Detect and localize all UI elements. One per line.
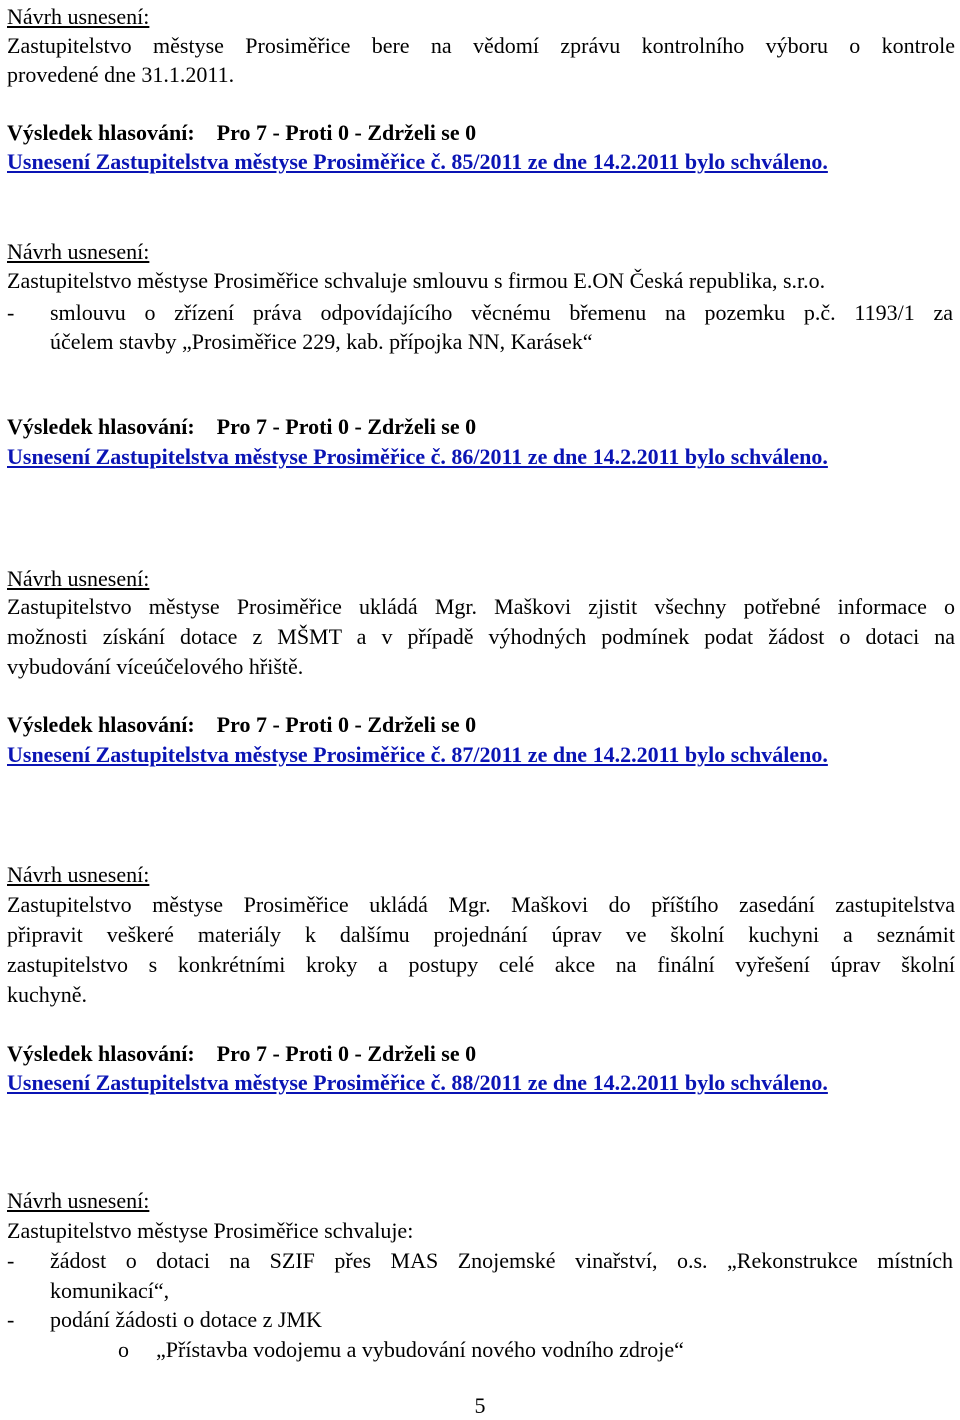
section-title: Návrh usnesení: [7,862,150,887]
vote-zdrzeli: Zdrželi se 0 [367,414,477,439]
vote-dash: - [272,414,280,439]
vote-zdrzeli: Zdrželi se 0 [367,712,477,737]
vote-dash: - [354,1041,362,1066]
list-item-line: podání žádosti o dotace z JMK [50,1307,322,1332]
body-line: Zastupitelstvo městyse Prosiměřice bere na vědomí zprávu kontrolního výboru o kontrole [7,33,955,58]
body-line: Zastupitelstvo městyse Prosiměřice schvaluje smlouvu s firmou E.ON Česká republika, s.r.o. [7,268,826,293]
section-title: Návrh usnesení: [7,1188,150,1213]
body-line: Zastupitelstvo městyse Prosiměřice ukládá Mgr. Maškovi zjistit všechny potřebné informace o [7,594,955,619]
list-item-line: „Přístavba vodojemu a vybudování nového vodního zdroje“ [156,1337,684,1362]
vote-zdrzeli: Zdrželi se 0 [367,1041,477,1066]
list-item-line: žádost o dotaci na SZIF přes MAS Znojemské vinařství, o.s. „Rekonstrukce místních [50,1248,953,1273]
body-line: zastupitelstvo s konkrétními kroky a postupy celé akce na finální vyřešení úprav školní [7,952,955,977]
resolution-result: Usnesení Zastupitelstva městyse Prosiměřice č. 87/2011 ze dne 14.2.2011 bylo schváleno. [7,742,828,767]
vote-proti: Proti 0 [285,120,350,145]
resolution-result: Usnesení Zastupitelstva městyse Prosiměřice č. 85/2011 ze dne 14.2.2011 bylo schváleno. [7,149,828,174]
vote-label: Výsledek hlasování: [7,120,195,145]
vote-proti: Proti 0 [285,712,350,737]
vote-proti: Proti 0 [285,414,350,439]
list-item-line: komunikací“, [50,1278,170,1303]
vote-dash: - [272,120,280,145]
list-item-line: účelem stavby „Prosiměřice 229, kab. přípojka NN, Karásek“ [50,329,593,354]
vote-pro: Pro 7 [216,712,267,737]
vote-result-line [7,1039,476,1068]
vote-pro: Pro 7 [216,414,267,439]
list-bullet: - [7,300,15,325]
section-title: Návrh usnesení: [7,566,150,591]
list-bullet: - [7,1248,15,1273]
vote-pro: Pro 7 [216,1041,267,1066]
body-line: kuchyně. [7,982,88,1007]
vote-dash: - [272,712,280,737]
vote-dash: - [354,414,362,439]
vote-label: Výsledek hlasování: [7,1041,195,1066]
section-title: Návrh usnesení: [7,239,150,264]
body-line: provedené dne 31.1.2011. [7,62,235,87]
section-title: Návrh usnesení: [7,4,150,29]
resolution-result: Usnesení Zastupitelstva městyse Prosiměřice č. 88/2011 ze dne 14.2.2011 bylo schváleno. [7,1070,828,1095]
body-line: připravit veškeré materiály k dalšímu projednání úprav ve školní kuchyni a seznámit [7,922,955,947]
resolution-result: Usnesení Zastupitelstva městyse Prosiměřice č. 86/2011 ze dne 14.2.2011 bylo schváleno. [7,444,828,469]
body-line: vybudování víceúčelového hřiště. [7,654,304,679]
vote-dash: - [354,120,362,145]
vote-result-line [7,710,476,739]
vote-dash: - [354,712,362,737]
vote-zdrzeli: Zdrželi se 0 [367,120,477,145]
list-item-line: smlouvu o zřízení práva odpovídajícího věcnému břemenu na pozemku p.č. 1193/1 za [50,300,953,325]
vote-dash: - [272,1041,280,1066]
body-line: možnosti získání dotace z MŠMT a v případě výhodných podmínek podat žádost o dotaci na [7,624,955,649]
vote-proti: Proti 0 [285,1041,350,1066]
vote-result-line [7,412,476,441]
page-number: 5 [474,1393,486,1418]
body-line: Zastupitelstvo městyse Prosiměřice schvaluje: [7,1218,414,1243]
vote-result-line [7,118,476,147]
vote-pro: Pro 7 [216,120,267,145]
vote-label: Výsledek hlasování: [7,712,195,737]
sublist-bullet: o [118,1337,129,1362]
vote-label: Výsledek hlasování: [7,414,195,439]
list-bullet: - [7,1307,15,1332]
body-line: Zastupitelstvo městyse Prosiměřice ukládá Mgr. Maškovi do příštího zasedání zastupitelstva [7,892,955,917]
